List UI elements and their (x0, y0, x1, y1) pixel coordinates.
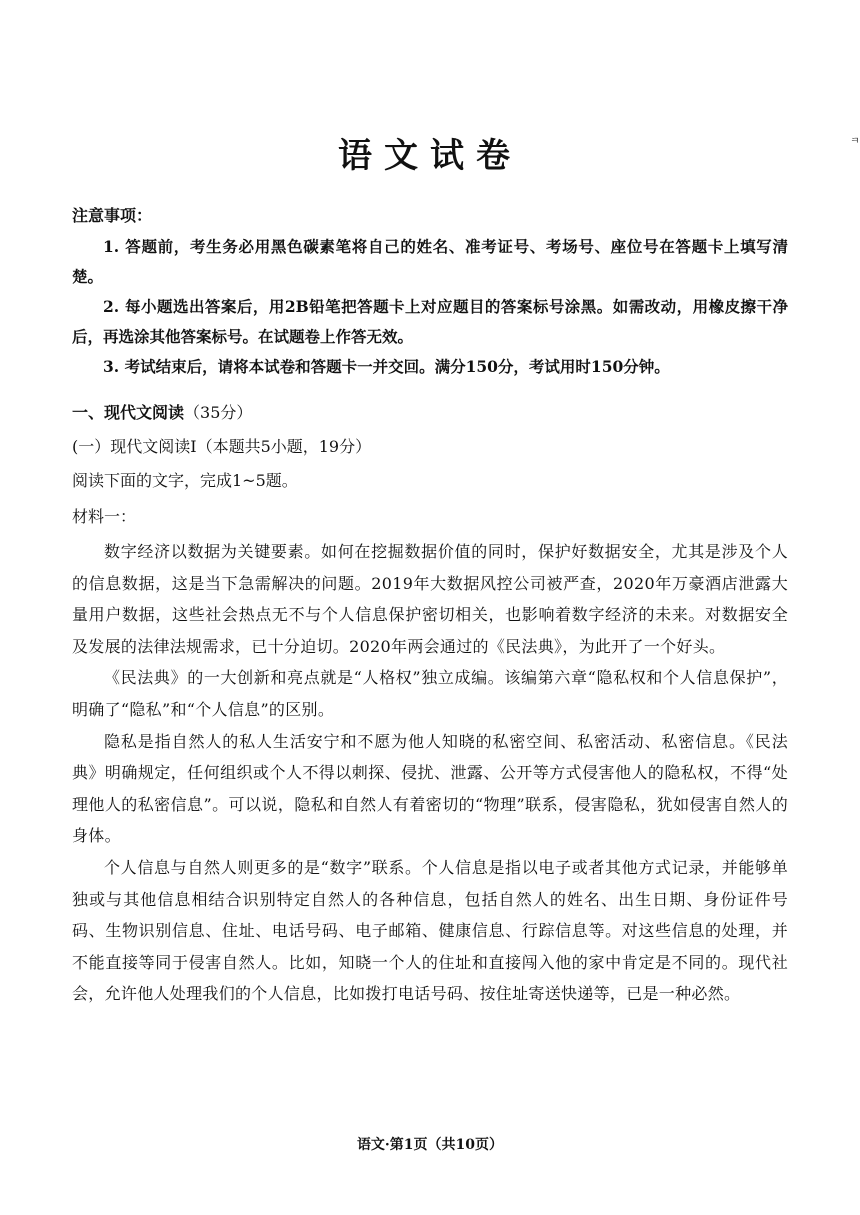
notice-list (72, 232, 788, 382)
paragraph: 数字经济以数据为关键要素。如何在挖掘数据价值的同时，保护好数据安全，尤其是涉及个人的信息数据，这是当下急需解决的问题。2019年大数据风控公司被严查，2020年万豪酒店泄露大量用户数据，这些社会热点无不与个人信息保护密切相关，也影响着数字经济的未来。对数据安全及发展的法律法规需求，已十分迫切。2020年两会通过的《民法典》，为此开了一个好头。 (72, 542, 788, 656)
material-label: 材料一： (72, 507, 137, 526)
section-title: 一、现代文阅读 (72, 403, 185, 422)
subsection-heading: (一）现代文阅读Ⅰ（本题共5小题，19分） (72, 437, 372, 456)
notice-heading: 注意事项： (72, 206, 153, 225)
page-footer: 语文·第1页（共10页） (356, 1137, 504, 1153)
reading-instruction: 阅读下面的文字，完成1~5题。 (72, 471, 298, 490)
material-body (72, 536, 788, 1010)
edge-mark: ㅋ (850, 136, 860, 147)
notice-item: 3. 考试结束后，请将本试卷和答题卡一并交回。满分150分，考试用时150分钟。 (103, 357, 670, 376)
section-heading (72, 400, 788, 423)
paragraph: 《民法典》的一大创新和亮点就是“人格权”独立成编。该编第六章“隐私权和个人信息保护”，明确了“隐私”和“个人信息”的区别。 (72, 668, 788, 719)
paragraph: 个人信息与自然人则更多的是“数字”联系。个人信息是指以电子或者其他方式记录，并能够单独或与其他信息相结合识别特定自然人的各种信息，包括自然人的姓名、出生日期、身份证件号码、生物识别信息、住址、电话号码、电子邮箱、健康信息、行踪信息等。对这些信息的处理，并不能直接等同于侵害自然人。比如，知晓一个人的住址和直接闯入他的家中肯定是不同的。现代社会，允许他人处理我们的个人信息，比如拨打电话号码、按住址寄送快递等，已是一种必然。 (72, 857, 788, 1004)
notice-item: 2. 每小题选出答案后，用2B铅笔把答题卡上对应题目的答案标号涂黑。如需改动，用橡皮擦干净后，再选涂其他答案标号。在试题卷上作答无效。 (72, 297, 788, 346)
section-score: （35分） (184, 403, 253, 422)
paragraph: 隐私是指自然人的私人生活安宁和不愿为他人知晓的私密空间、私密活动、私密信息。《民法典》明确规定，任何组织或个人不得以刺探、侵扰、泄露、公开等方式侵害他人的隐私权，不得“处理他人的私密信息”。可以说，隐私和自然人有着密切的“物理”联系，侵害隐私，犹如侵害自然人的身体。 (72, 731, 788, 846)
notice-item: 1. 答题前，考生务必用黑色碳素笔将自己的姓名、准考证号、考场号、座位号在答题卡上填写清楚。 (72, 237, 788, 286)
page-title: 语文试卷 (338, 136, 522, 176)
